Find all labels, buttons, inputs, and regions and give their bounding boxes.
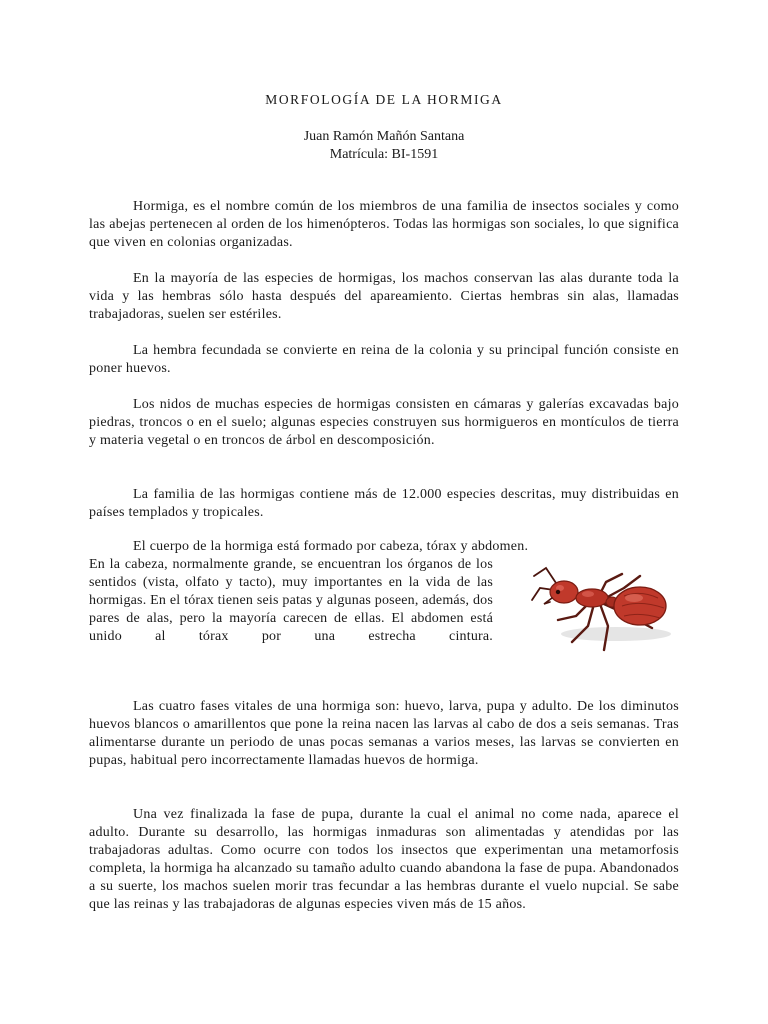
paragraph-wings-text: En la mayoría de las especies de hormigas, los machos conservan las alas durante toda la vida y las hembras sólo hasta después del apareamiento. Ciertas hembras sin alas, llamadas trabajadoras, suelen ser estériles. [89,271,679,322]
paragraph-wings [89,270,679,324]
ant-eye [556,590,560,594]
author-matricula: Matrícula: BI-1591 [329,147,439,162]
author-name: Juan Ramón Mañón Santana [303,129,465,144]
ant-thorax [576,589,608,607]
paragraph-body-parts: En la cabeza, normalmente grande, se encuentran los órganos de los sentidos (vista, olfato y tacto), muy importantes en la vida de las hormigas. En el tórax tienen seis patas y algunas poseen, además, dos pares de alas, pero la mayoría carecen de ellas. El abdomen está unido al tórax por una estrecha cintura. [89,557,493,644]
paragraph-intro-text: Hormiga, es el nombre común de los miembros de una familia de insectos sociales y como las abejas pertenecen al orden de los himenópteros. Todas las hormigas son sociales, lo que significa que viven en colonias organizadas. [89,199,679,250]
paragraph-life-stages [89,698,679,770]
ant-illustration [528,554,678,664]
document-title: MORFOLOGÍA DE LA HORMIGA [265,92,503,107]
paragraph-nests [89,396,679,450]
paragraph-body-lead-text: El cuerpo de la hormiga está formado por cabeza, tórax y abdomen. [133,539,529,554]
paragraph-life-stages-text: Las cuatro fases vitales de una hormiga son: huevo, larva, pupa y adulto. De los diminutos huevos blancos o amarillentos que pone la reina nacen las larvas al cabo de dos a seis semanas. Tras alimentarse durante un periodo de unas pocas semanas a varios meses, las larvas se convierten en pupas, habitual pero incorrectamente llamadas huevos de hormiga. [89,699,679,768]
ant-mandibles [544,598,552,604]
paragraph-adult-text: Una vez finalizada la fase de pupa, durante la cual el animal no come nada, aparece el adulto. Durante su desarrollo, las hormigas inmaduras son alimentadas y atendidas por las trabajadoras adultas. Como ocurre con todos los insectos que experimentan una metamorfosis completa, la hormiga ha alcanzado su tamaño adulto cuando abandona la fase de pupa. Abandonados a su suerte, los machos suelen morir tras fecundar a las hembras durante el vuelo nupcial. Se sabe que las reinas y las trabajadoras de algunas especies viven más de 15 años. [89,807,679,912]
paragraph-queen-text: La hembra fecundada se convierte en reina de la colonia y su principal función consiste en poner huevos. [89,343,679,376]
ant-head [550,581,578,603]
ant-shadow [561,627,671,641]
paragraph-nests-text: Los nidos de muchas especies de hormigas consisten en cámaras y galerías excavadas bajo piedras, troncos o en el suelo; algunas especies construyen sus hormigueros en montículos de tierra y materia vegetal o en troncos de árbol en descomposición. [89,397,679,448]
paragraph-intro [89,198,679,252]
paragraph-queen [89,342,679,378]
paragraph-species [89,486,679,522]
paragraph-adult [89,806,679,914]
paragraph-species-text: La familia de las hormigas contiene más de 12.000 especies descritas, muy distribuidas en países templados y tropicales. [89,487,679,520]
